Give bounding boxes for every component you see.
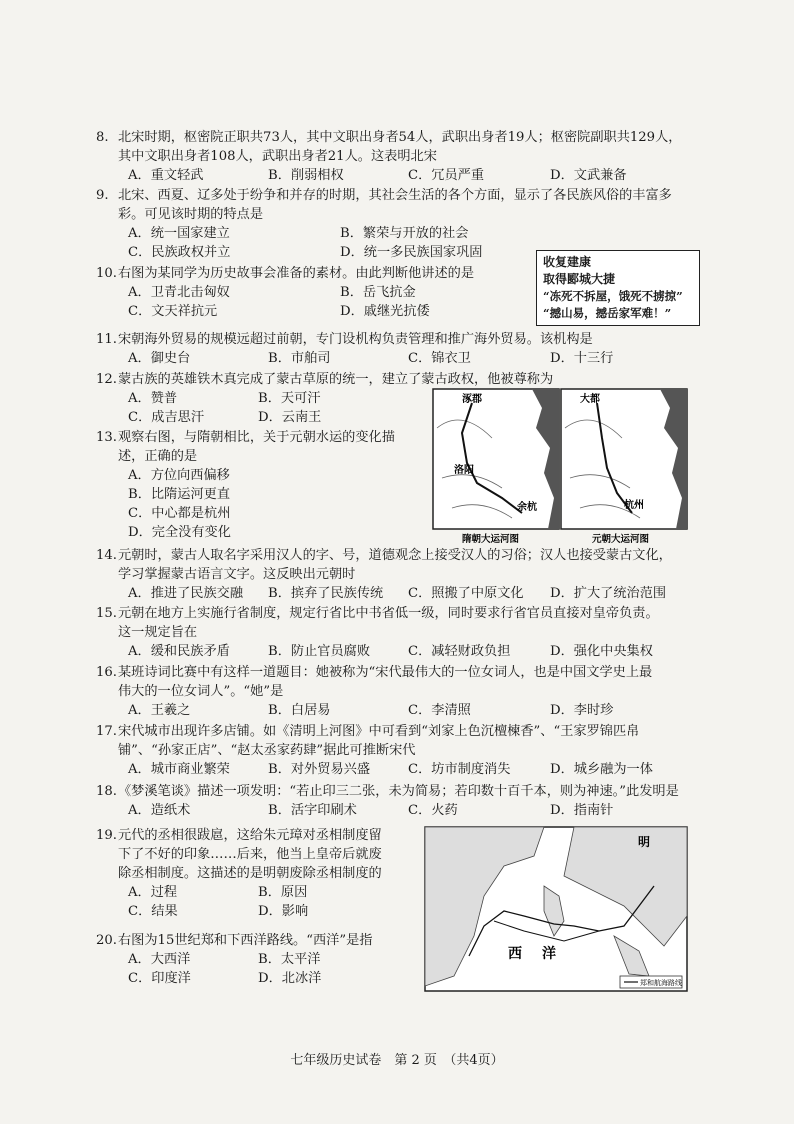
option-d: D．云南王: [258, 410, 322, 425]
option-d: D．强化中央集权: [550, 644, 653, 659]
zhenghe-route-map: [424, 826, 688, 992]
options-row: [118, 224, 693, 243]
question-20: [96, 931, 408, 988]
question-stem-line: 除丞相制度。这描述的是明朝废除丞相制度的: [118, 866, 382, 881]
option-d: D．指南针: [550, 803, 614, 818]
question-8: [96, 128, 693, 185]
options-row: [118, 584, 693, 603]
option-b: B．原因: [258, 885, 308, 900]
option-b: B．白居易: [268, 703, 331, 718]
option-a: A．御史台: [128, 351, 191, 366]
question-15: [96, 604, 693, 661]
options-row: [118, 504, 408, 523]
option-a: A．推进了民族交融: [128, 586, 244, 601]
question-11: [96, 330, 693, 368]
options-row: [118, 283, 518, 302]
question-stem-line: 蒙古族的英雄铁木真完成了蒙古草原的统一，建立了蒙古政权，他被尊称为: [118, 372, 554, 387]
question-stem-line: 元代的丞相很跋扈，这给朱元璋对丞相制度留: [118, 828, 382, 843]
option-c: C．锦衣卫: [408, 351, 471, 366]
options-row: [118, 701, 693, 720]
options-row: [118, 760, 693, 779]
option-d: D．统一多民族国家巩固: [340, 245, 483, 260]
material-line: “冻死不拆屋，饿死不掳掠”: [543, 289, 683, 303]
option-c: C．李清照: [408, 703, 471, 718]
question-16: [96, 663, 693, 720]
question-stem-line: 某班诗词比赛中有这样一道题目：她被称为“宋代最伟大的一位女词人，也是中国文学史上最: [118, 665, 653, 680]
option-b: B．摈弃了民族传统: [268, 586, 384, 601]
option-a: A．方位向西偏移: [128, 468, 230, 483]
option-b: B．削弱相权: [268, 168, 344, 183]
map-label: 余杭: [517, 502, 537, 513]
question-stem-line: 元朝时，蒙古人取名字采用汉人的字、号，道德观念上接受汉人的习俗；汉人也接受蒙古文化，: [118, 548, 672, 563]
question-stem-line: 彩。可见该时期的特点是: [118, 207, 264, 222]
option-c: C．火药: [408, 803, 458, 818]
question-number: 15.: [96, 606, 117, 621]
option-a: A．缓和民族矛盾: [128, 644, 230, 659]
option-a: A．赞普: [128, 391, 178, 406]
option-c: C．结果: [128, 904, 178, 919]
option-d: D．扩大了统治范围: [550, 586, 667, 601]
option-c: C．民族政权并立: [128, 245, 231, 260]
question-number: 18.: [96, 784, 117, 799]
option-c: C．照搬了中原文化: [408, 586, 524, 601]
option-d: D．李时珍: [550, 703, 614, 718]
options-row: [118, 883, 408, 902]
question-stem-line: 这一规定旨在: [118, 625, 198, 640]
map-label: 洛阳: [454, 465, 474, 476]
question-number: 13.: [96, 430, 117, 445]
question-number: 9.: [96, 188, 109, 203]
map-label: 杭州: [624, 500, 644, 511]
option-c: C．印度洋: [128, 971, 191, 986]
option-b: B．活字印刷术: [268, 803, 357, 818]
map-caption: 元朝大运河图: [592, 534, 650, 545]
question-number: 16.: [96, 665, 117, 680]
question-stem-line: 北宋、西夏、辽多处于纷争和并存的时期，其社会生活的各个方面，显示了各民族风俗的丰富多: [118, 188, 672, 203]
question-number: 14.: [96, 548, 117, 563]
option-a: A．卫青北击匈奴: [128, 285, 230, 300]
option-b: B．岳飞抗金: [340, 285, 416, 300]
options-row: [118, 902, 408, 921]
options-row: [118, 485, 408, 504]
option-b: B．对外贸易兴盛: [268, 762, 371, 777]
option-c: C．减轻财政负担: [408, 644, 511, 659]
options-row: [118, 166, 693, 185]
option-d: D．北冰洋: [258, 971, 322, 986]
question-stem-line: 下了不好的印象……后来，他当上皇帝后就废: [118, 847, 382, 862]
option-c: C．冗员严重: [408, 168, 485, 183]
option-d: D．完全没有变化: [128, 525, 231, 540]
question-stem-line: 宋朝海外贸易的规模远超过前朝，专门设机构负责管理和推广海外贸易。该机构是: [118, 332, 593, 347]
option-d: D．戚继光抗倭: [340, 304, 430, 319]
option-a: A．统一国家建立: [128, 226, 230, 241]
options-row: [118, 801, 693, 820]
map-label: 明: [638, 835, 651, 849]
option-a: A．王羲之: [128, 703, 191, 718]
option-c: C．文天祥抗元: [128, 304, 218, 319]
option-b: B．繁荣与开放的社会: [340, 226, 469, 241]
options-row: [118, 302, 518, 321]
option-b: B．比隋运河更直: [128, 487, 231, 502]
material-line: “撼山易，撼岳家军难！”: [543, 306, 672, 320]
option-b: B．太平洋: [258, 952, 321, 967]
option-a: A．城市商业繁荣: [128, 762, 230, 777]
material-line: 收复建康: [543, 255, 592, 269]
option-a: A．大西洋: [128, 952, 191, 967]
canal-maps: [432, 388, 688, 546]
question-number: 20.: [96, 933, 117, 948]
question-stem-line: 其中文职出身者108人，武职出身者21人。这表明北宋: [118, 149, 437, 164]
page-footer: 七年级历史试卷 第 2 页 （共4页）: [290, 1053, 504, 1068]
map-legend: 郑和航海路线: [640, 979, 682, 987]
question-stem-line: 述，正确的是: [118, 449, 198, 464]
material-line: 取得郾城大捷: [543, 272, 616, 286]
question-stem-line: 观察右图，与隋朝相比，关于元朝水运的变化描: [118, 430, 395, 445]
question-19: [96, 826, 408, 921]
map-caption: 隋朝大运河图: [462, 534, 520, 545]
question-10: [96, 264, 518, 321]
options-row: [118, 642, 693, 661]
options-row: [118, 969, 408, 988]
question-stem-line: 学习掌握蒙古语言文字。这反映出元朝时: [118, 567, 356, 582]
options-row: [118, 523, 408, 542]
map-label: 洋: [542, 946, 556, 962]
question-stem-line: 宋代城市出现许多店铺。如《清明上河图》中可看到“刘家上色沉檀楝香”、“王家罗锦匹帛: [118, 724, 640, 739]
question-number: 19.: [96, 828, 117, 843]
question-stem-line: 右图为15世纪郑和下西洋路线。“西洋”是指: [118, 933, 373, 948]
option-c: C．坊市制度消失: [408, 762, 511, 777]
question-14: [96, 546, 693, 603]
question-13: [96, 428, 408, 542]
question-stem-line: 伟大的一位女词人”。“她”是: [118, 684, 284, 699]
option-b: B．防止官员腐败: [268, 644, 371, 659]
options-row: [118, 950, 408, 969]
question-number: 12.: [96, 372, 117, 387]
option-b: B．天可汗: [258, 391, 321, 406]
option-d: D．文武兼备: [550, 168, 627, 183]
option-b: B．市舶司: [268, 351, 331, 366]
option-d: D．城乡融为一体: [550, 762, 653, 777]
question-number: 10.: [96, 266, 117, 281]
question-stem-line: 北宋时期，枢密院正职共73人，其中文职出身者54人，武职出身者19人；枢密院副职共129人，: [118, 130, 682, 145]
options-row: [118, 466, 408, 485]
option-c: C．成吉思汗: [128, 410, 205, 425]
option-d: D．影响: [258, 904, 309, 919]
question-18: [96, 782, 693, 820]
question-stem-line: 右图为某同学为历史故事会准备的素材。由此判断他讲述的是: [118, 266, 475, 281]
question-stem-line: 元朝在地方上实施行省制度，规定行省比中书省低一级，同时要求行省官员直接对皇帝负责。: [118, 606, 659, 621]
material-box: [536, 250, 700, 326]
question-number: 11.: [96, 332, 117, 347]
options-row: [118, 349, 693, 368]
question-number: 17.: [96, 724, 117, 739]
map-label: 涿郡: [462, 394, 482, 405]
option-a: A．造纸术: [128, 803, 191, 818]
option-a: A．重文轻武: [128, 168, 204, 183]
option-d: D．十三行: [550, 351, 614, 366]
map-label: 西: [508, 946, 522, 962]
question-17: [96, 722, 693, 779]
map-label: 大都: [580, 394, 600, 405]
question-number: 8.: [96, 130, 109, 145]
option-a: A．过程: [128, 885, 178, 900]
question-stem-line: 铺”、“孙家正店”、“赵太丞家药肆”据此可推断宋代: [118, 743, 416, 758]
question-stem-line: 《梦溪笔谈》描述一项发明：“若止印三二张，未为简易；若印数十百千本，则为神速。”此发明是: [118, 784, 679, 799]
option-c: C．中心都是杭州: [128, 506, 231, 521]
